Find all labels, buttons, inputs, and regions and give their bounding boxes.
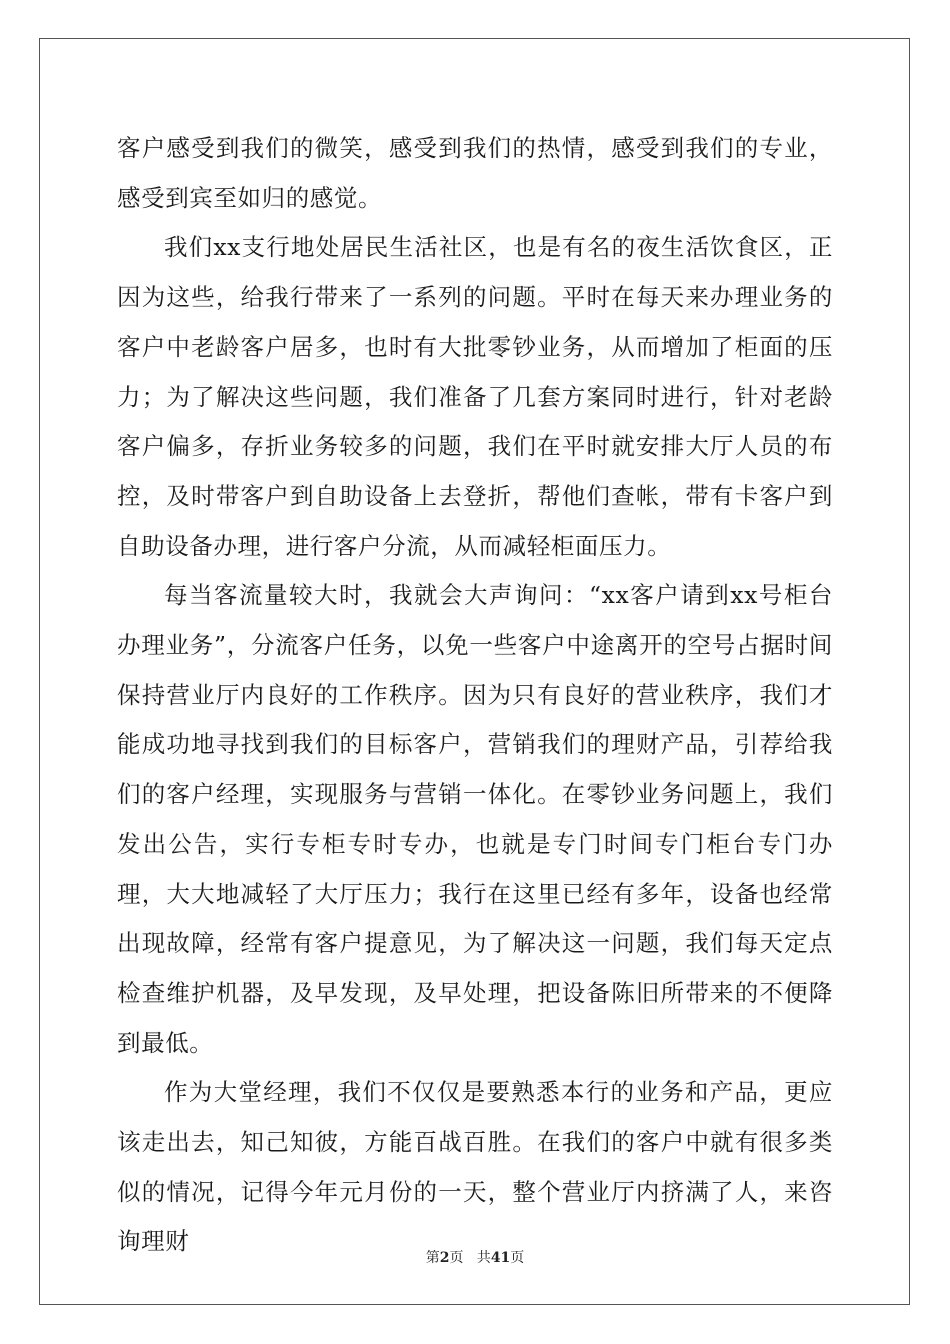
paragraph-2: 我们xx支行地处居民生活社区，也是有名的夜生活饮食区，正因为这些，给我行带来了一系列的问题。平时在每天来办理业务的客户中老龄客户居多，也时有大批零钞业务，从而增加了柜面的压力；为了解决这些问题，我们准备了几套方案同时进行，针对老龄客户偏多，存折业务较多的问题，我们在平时就安排大厅人员的布控，及时带客户到自助设备上去登折，帮他们查帐，带有卡客户到自助设备办理，进行客户分流，从而减轻柜面压力。	[117, 233, 833, 560]
total-prefix: 共	[476, 1250, 491, 1266]
paragraph-1: 客户感受到我们的微笑，感受到我们的热情，感受到我们的专业，感受到宾至如归的感觉。	[117, 134, 833, 212]
total-pages: 41	[490, 1250, 511, 1266]
paragraph-4: 作为大堂经理，我们不仅仅是要熟悉本行的业务和产品，更应该走出去，知己知彼，方能百战百胜。在我们的客户中就有很多类似的情况，记得今年元月份的一天，整个营业厅内挤满了人，来咨询理财	[117, 1078, 833, 1256]
page-suffix: 页	[449, 1250, 464, 1266]
page-footer	[0, 1248, 950, 1268]
page-number: 2	[439, 1250, 450, 1266]
footer-separator	[463, 1250, 476, 1266]
page-prefix: 第	[425, 1250, 440, 1266]
document-body	[117, 124, 833, 1267]
total-suffix: 页	[510, 1250, 525, 1266]
paragraph-3: 每当客流量较大时，我就会大声询问：“xx客户请到xx号柜台办理业务”，分流客户任务，以免一些客户中途离开的空号占据时间保持营业厅内良好的工作秩序。因为只有良好的营业秩序，我们才能成功地寻找到我们的目标客户，营销我们的理财产品，引荐给我们的客户经理，实现服务与营销一体化。在零钞业务问题上，我们发出公告，实行专柜专时专办，也就是专门时间专门柜台专门办理，大大地减轻了大厅压力；我行在这里已经有多年，设备也经常出现故障，经常有客户提意见，为了解决这一问题，我们每天定点检查维护机器，及早发现，及早处理，把设备陈旧所带来的不便降到最低。	[117, 581, 833, 1057]
